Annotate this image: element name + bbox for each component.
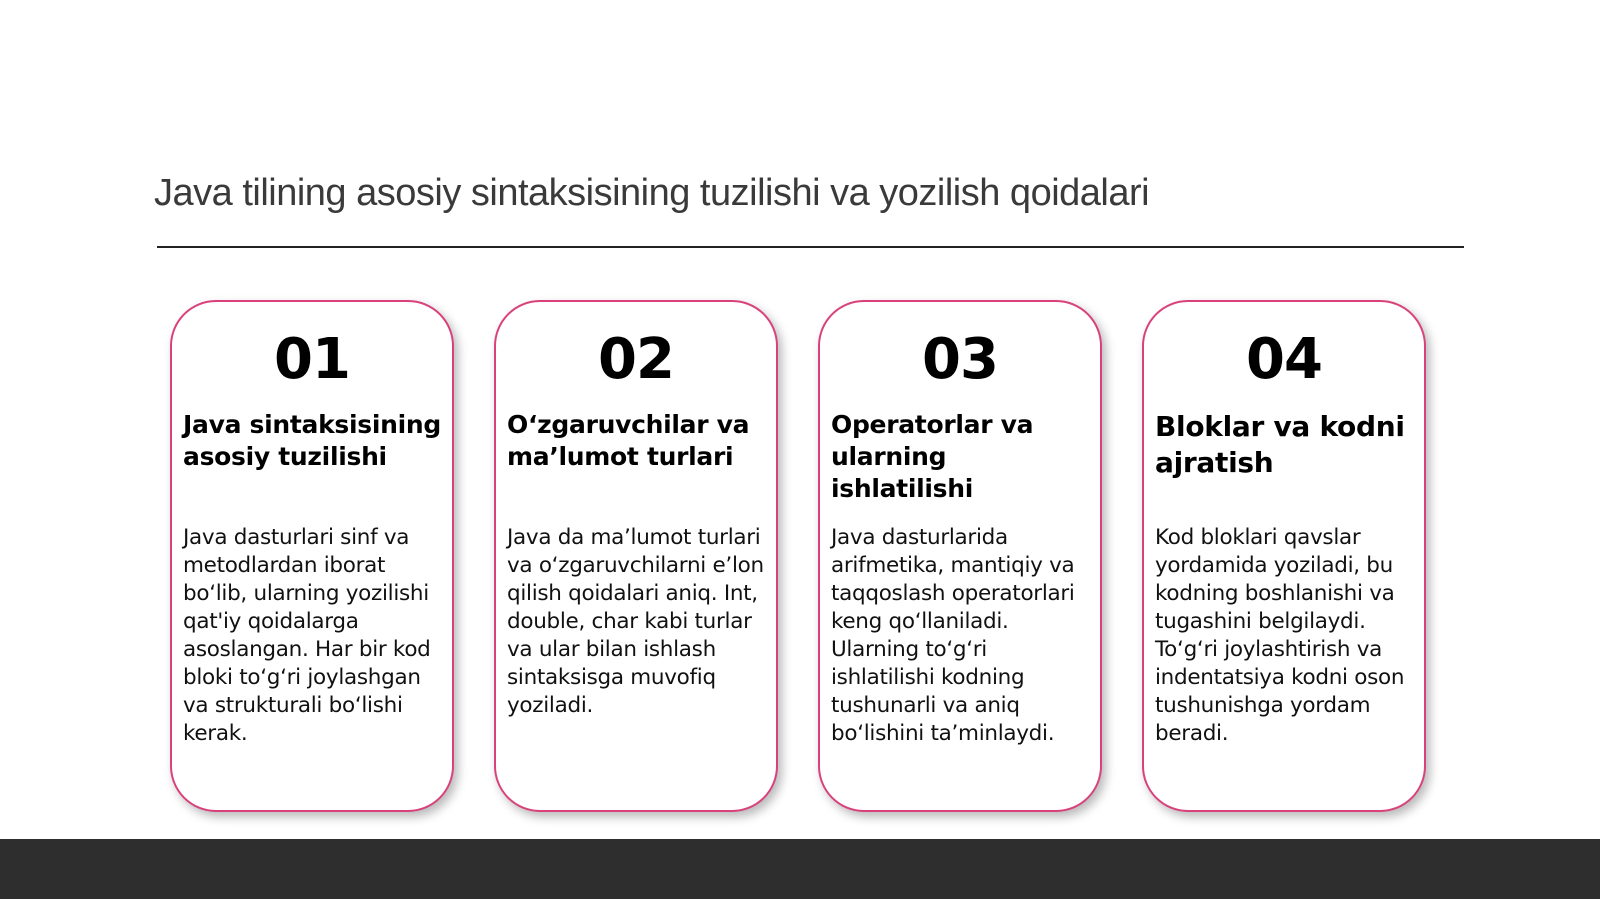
card-body: Kod bloklari qavslar yordamida yoziladi, bu kodning boshlanishi va tugashini belgilaydi. To‘g‘ri joylashtirish va indentatsiya kodni oson tushunishga yordam beradi. [1155, 525, 1405, 746]
card-03 [818, 300, 1102, 812]
card-number: 02 [598, 327, 674, 392]
card-body: Java da ma’lumot turlari va o‘zgaruvchilarni e’lon qilish qoidalari aniq. Int, double, char kabi turlar va ular bilan ishlash sintaksisga muvofiq yoziladi. [507, 525, 764, 718]
card-body: Java dasturlari sinf va metodlardan iborat bo‘lib, ularning yozilishi qat'iy qoidalarga asoslangan. Har bir kod bloki to‘g‘ri joylashgan va strukturali bo‘lishi kerak. [183, 525, 431, 746]
card-heading: Operatorlar va ularning ishlatilishi [831, 410, 1034, 503]
card-body: Java dasturlarida arifmetika, mantiqiy va taqqoslash operatorlari keng qo‘llaniladi. Ularning to‘g‘ri ishlatilishi kodning tushunarli va aniq bo‘lishini ta’minlaydi. [831, 525, 1075, 746]
title-divider [157, 246, 1464, 248]
card-04 [1142, 300, 1426, 812]
card-heading: O‘zgaruvchilar va ma’lumot turlari [507, 410, 750, 471]
slide-title: Java tilining asosiy sintaksisining tuzilishi va yozilish qoidalari [154, 172, 1150, 214]
card-number: 03 [922, 327, 998, 392]
card-01 [170, 300, 454, 812]
card-02 [494, 300, 778, 812]
card-heading: Bloklar va kodni ajratish [1155, 410, 1405, 479]
footer-bar [0, 839, 1600, 899]
card-heading: Java sintaksisining asosiy tuzilishi [183, 410, 441, 471]
card-number: 04 [1246, 327, 1322, 392]
card-number: 01 [274, 327, 350, 392]
